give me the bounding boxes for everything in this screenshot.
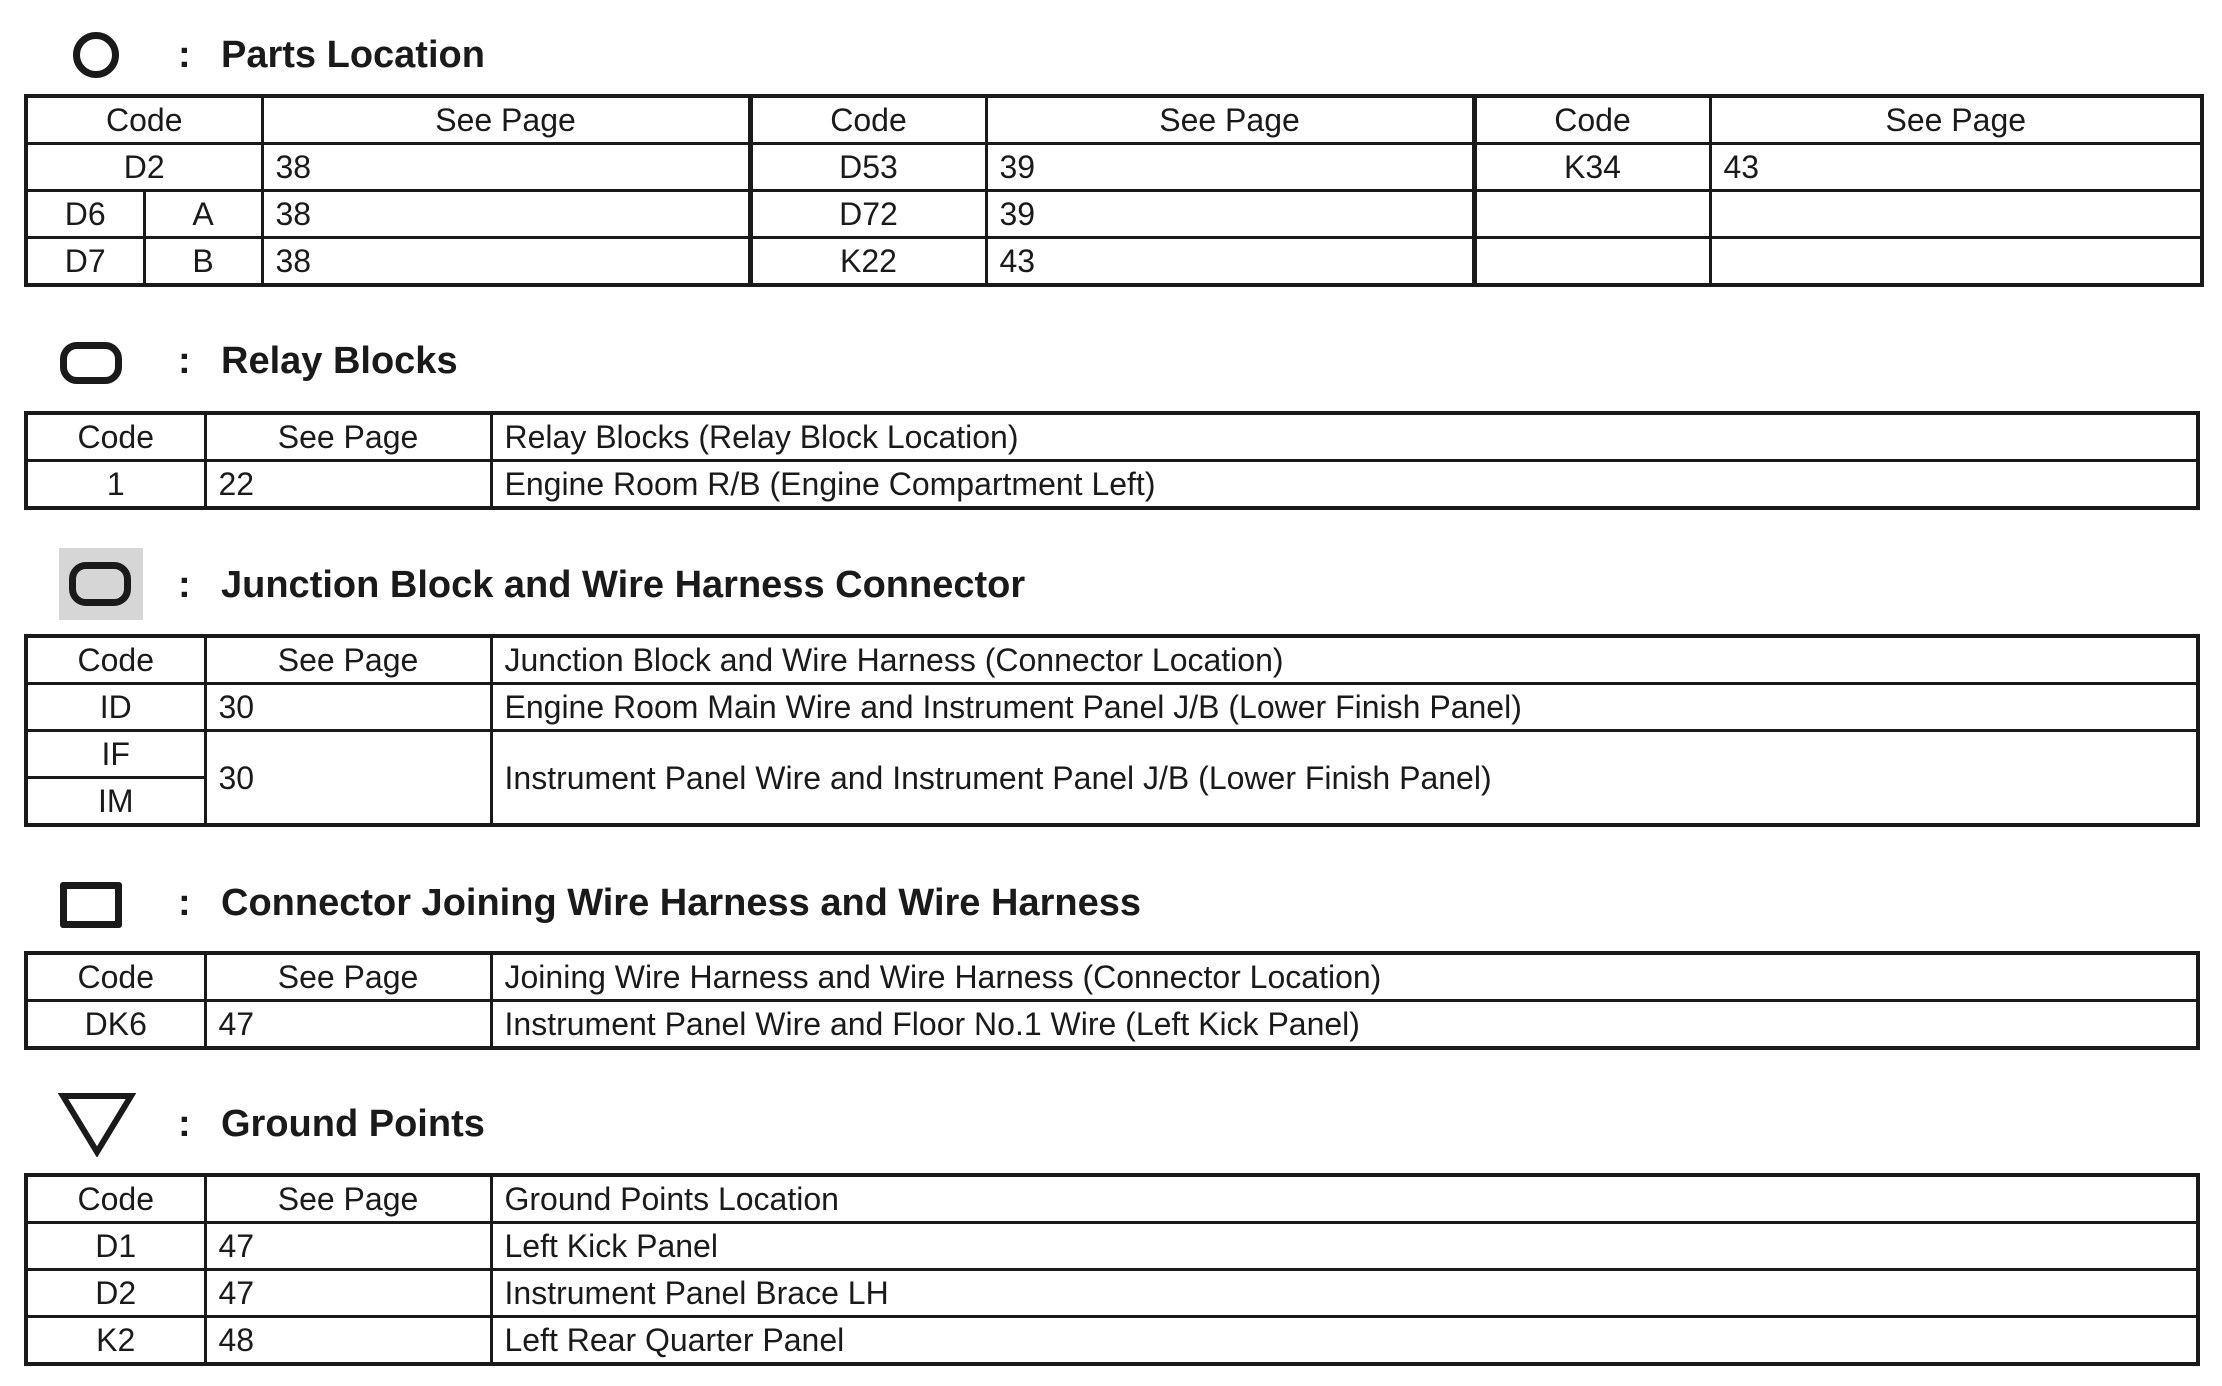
page-cell [1710, 191, 2202, 238]
table-header-row [26, 413, 2198, 461]
ground-points-colon: : [178, 1103, 191, 1145]
page-cell: 38 [262, 144, 750, 191]
header-see-page: See Page [205, 1175, 491, 1223]
page-cell: 39 [986, 191, 1474, 238]
table-row [26, 1223, 2198, 1270]
connector-joining-colon: : [178, 882, 191, 924]
table-row [26, 1270, 2198, 1317]
junction-block-heading [0, 546, 2222, 626]
header-see-page: See Page [205, 636, 491, 684]
description-cell: Left Kick Panel [491, 1223, 2198, 1270]
page-cell [1710, 238, 2202, 286]
table-row [26, 731, 2198, 778]
rounded-rect-icon [69, 562, 131, 606]
description-cell: Engine Room Main Wire and Instrument Panel J/B (Lower Finish Panel) [491, 684, 2198, 731]
table-header-row [26, 953, 2198, 1001]
relay-blocks-table [24, 411, 2200, 510]
code-cell: D72 [750, 191, 986, 238]
connector-joining-heading [0, 864, 2222, 944]
code-cell: D6 [26, 191, 144, 238]
description-cell: Instrument Panel Wire and Floor No.1 Wire (Left Kick Panel) [491, 1001, 2198, 1049]
circle-icon [73, 32, 119, 78]
description-cell: Engine Room R/B (Engine Compartment Left) [491, 461, 2198, 509]
table-row [26, 1001, 2198, 1049]
triangle-down-icon [58, 1091, 136, 1157]
page-cell: 38 [262, 191, 750, 238]
table-row [26, 191, 2202, 238]
junction-block-title: Junction Block and Wire Harness Connector [221, 564, 1026, 606]
relay-blocks-title: Relay Blocks [221, 340, 458, 382]
parts-location-heading [0, 16, 2222, 96]
page-cell: 43 [986, 238, 1474, 286]
header-see-page: See Page [262, 96, 750, 144]
header-code: Code [26, 953, 205, 1001]
header-see-page: See Page [205, 413, 491, 461]
page-cell: 30 [205, 684, 491, 731]
header-see-page: See Page [205, 953, 491, 1001]
connector-joining-table [24, 951, 2200, 1050]
page-cell: 43 [1710, 144, 2202, 191]
header-code: Code [26, 1175, 205, 1223]
header-code: Code [26, 636, 205, 684]
description-cell: Left Rear Quarter Panel [491, 1317, 2198, 1365]
description-cell: Instrument Panel Wire and Instrument Panel J/B (Lower Finish Panel) [491, 731, 2198, 826]
code-cell: D7 [26, 238, 144, 286]
code-cell: DK6 [26, 1001, 205, 1049]
code-cell: ID [26, 684, 205, 731]
header-description: Relay Blocks (Relay Block Location) [491, 413, 2198, 461]
table-row [26, 238, 2202, 286]
table-row [26, 684, 2198, 731]
header-see-page: See Page [1710, 96, 2202, 144]
page-cell: 47 [205, 1270, 491, 1317]
ground-points-table [24, 1173, 2200, 1366]
parts-location-colon: : [178, 34, 191, 76]
page-cell: 47 [205, 1001, 491, 1049]
header-description: Joining Wire Harness and Wire Harness (Connector Location) [491, 953, 2198, 1001]
code-cell [1474, 191, 1710, 238]
code-cell: 1 [26, 461, 205, 509]
shaded-rounded-rect-icon [59, 548, 143, 620]
junction-block-table [24, 634, 2200, 827]
header-description: Junction Block and Wire Harness (Connector Location) [491, 636, 2198, 684]
code-cell [1474, 238, 1710, 286]
table-row [26, 1317, 2198, 1365]
square-icon [60, 882, 122, 928]
parts-location-table [24, 94, 2204, 287]
table-row [26, 461, 2198, 509]
code-cell: K34 [1474, 144, 1710, 191]
sub-code-cell: A [144, 191, 262, 238]
ground-points-heading [0, 1085, 2222, 1165]
junction-block-colon: : [178, 564, 191, 606]
rounded-rect-icon [60, 342, 122, 384]
code-cell: IM [26, 778, 205, 826]
code-cell: IF [26, 731, 205, 778]
page-cell: 48 [205, 1317, 491, 1365]
page-cell: 38 [262, 238, 750, 286]
page-cell: 39 [986, 144, 1474, 191]
code-cell: D53 [750, 144, 986, 191]
connector-joining-title: Connector Joining Wire Harness and Wire Harness [221, 882, 1141, 924]
sub-code-cell: B [144, 238, 262, 286]
code-cell: K2 [26, 1317, 205, 1365]
table-header-row [26, 96, 2202, 144]
code-cell: D1 [26, 1223, 205, 1270]
table-header-row [26, 636, 2198, 684]
code-cell: D2 [26, 1270, 205, 1317]
header-code: Code [26, 413, 205, 461]
page-cell: 22 [205, 461, 491, 509]
table-row [26, 144, 2202, 191]
header-see-page: See Page [986, 96, 1474, 144]
page-cell: 47 [205, 1223, 491, 1270]
header-description: Ground Points Location [491, 1175, 2198, 1223]
description-cell: Instrument Panel Brace LH [491, 1270, 2198, 1317]
relay-blocks-colon: : [178, 340, 191, 382]
parts-location-title: Parts Location [221, 34, 485, 76]
table-header-row [26, 1175, 2198, 1223]
header-code: Code [1474, 96, 1710, 144]
header-code: Code [750, 96, 986, 144]
code-cell: D2 [26, 144, 262, 191]
page-cell: 30 [205, 731, 491, 826]
header-code: Code [26, 96, 262, 144]
ground-points-title: Ground Points [221, 1103, 485, 1145]
relay-blocks-heading [0, 322, 2222, 402]
code-cell: K22 [750, 238, 986, 286]
